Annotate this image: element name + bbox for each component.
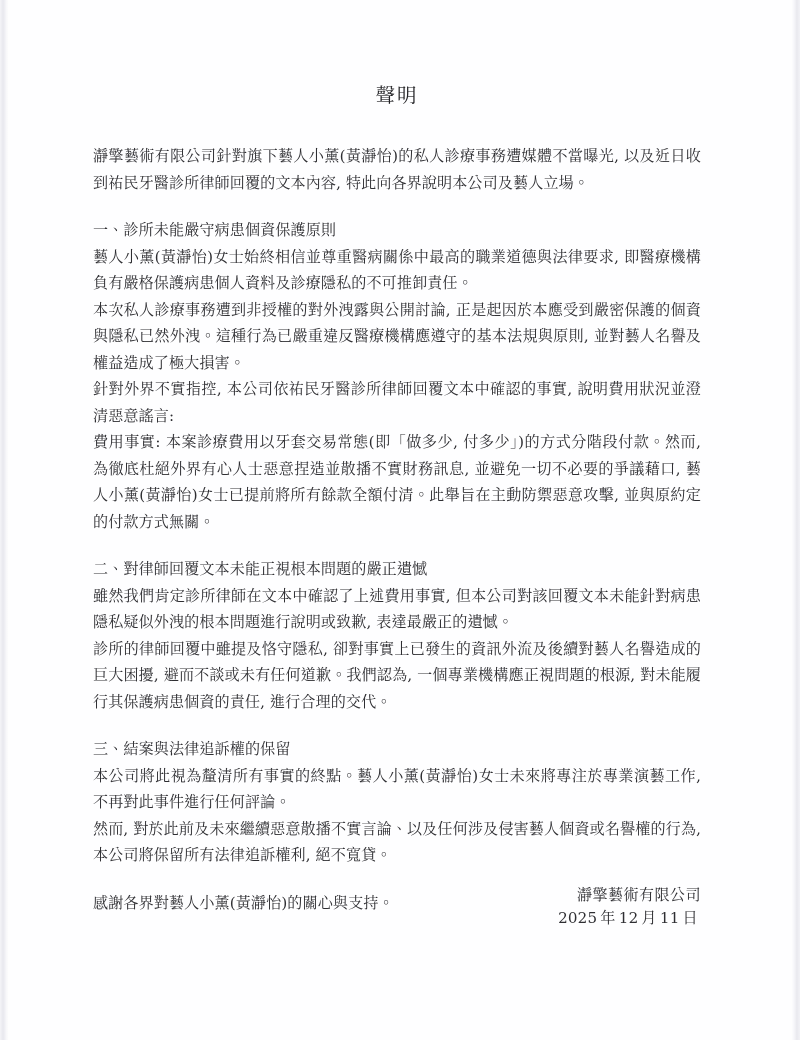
document-body (93, 0, 701, 1040)
signature-date-day-unit: 日 (682, 909, 698, 927)
page-title: 聲明 (375, 84, 419, 107)
section-two (93, 556, 701, 715)
opening-block (93, 143, 701, 196)
closing-paragraph: 感謝各界對藝人小薰(黃瀞怡)的關心與支持。 (93, 893, 394, 912)
section-two-paragraph-2: 診所的律師回覆中雖提及恪守隱私, 卻對事實上已發生的資訊外流及後續對藝人名譽造成的巨大困擾, 避而不談或未有任何道歉。我們認為, 一個專業機構應正視問題的根源, 對未能履行其保護病患個資的責任, 進行合理的交代。 (93, 639, 701, 711)
section-one-paragraph-1: 藝人小薰(黃瀞怡)女士始終相信並尊重醫病關係中最高的職業道德與法律要求, 即醫療機構負有嚴格保護病患個人資料及診療隱私的不可推卸責任。 (93, 247, 701, 293)
section-three-heading: 三、結案與法律追訴權的保留 (93, 740, 291, 759)
section-three (93, 736, 701, 869)
section-two-heading: 二、對律師回覆文本未能正視根本問題的嚴正遺憾 (93, 560, 428, 579)
signature-date-month-unit: 月 (641, 909, 657, 927)
section-three-paragraph-2: 然而, 對於此前及未來繼續惡意散播不實言論、以及任何涉及侵害藝人個資或名譽權的行為, 本公司將保留所有法律追訴權利, 絕不寬貸。 (93, 819, 701, 865)
signature-date-day: 11 (659, 909, 680, 927)
section-two-paragraph-1: 雖然我們肯定診所律師在文本中確認了上述費用事實, 但本公司對該回覆文本未能針對病患隱私疑似外洩的根本問題進行說明或致歉, 表達最嚴正的遺憾。 (93, 586, 701, 632)
signature-date (93, 907, 701, 930)
signature-date-month: 12 (618, 909, 639, 927)
signature-date-year: 2025 (558, 909, 598, 927)
section-one-heading: 一、診所未能嚴守病患個資保護原則 (93, 221, 337, 240)
section-one-paragraph-4: 費用事實: 本案診療費用以牙套交易常態(即「做多少, 付多少」)的方式分階段付款。然而, 為徹底杜絕外界有心人士惡意捏造並散播不實財務訊息, 並避免一切不必要的爭議藉口, 藝人小薰(黃瀞怡)女士已提前將所有餘款全額付清。此舉旨在主動防禦惡意攻擊, 並與原約定的付款方式無關。 (93, 433, 701, 531)
signature-date-year-unit: 年 (600, 909, 616, 927)
signature-block (93, 884, 701, 930)
section-one (93, 217, 701, 535)
opening-paragraph: 瀞擎藝術有限公司針對旗下藝人小薰(黃瀞怡)的私人診療事務遭媒體不當曝光, 以及近日收到祐民牙醫診所律師回覆的文本內容, 特此向各界說明本公司及藝人立場。 (93, 147, 701, 192)
section-three-paragraph-1: 本公司將此視為釐清所有事實的終點。藝人小薰(黃瀞怡)女士未來將專注於專業演藝工作, 不再對此事件進行任何評論。 (93, 766, 701, 812)
page-right-edge-shadow (791, 0, 800, 1040)
section-one-paragraph-3: 針對外界不實指控, 本公司依祐民牙醫診所律師回覆文本中確認的事實, 說明費用狀況並澄清惡意謠言: (93, 380, 701, 425)
section-one-paragraph-2: 本次私人診療事務遭到非授權的對外洩露與公開討論, 正是起因於本應受到嚴密保護的個資與隱私已然外洩。這種行為已嚴重違反醫療機構應遵守的基本法規與原則, 並對藝人名譽及權益造成了極大損害。 (93, 300, 701, 372)
signature-company-name: 瀞擎藝術有限公司 (577, 886, 701, 904)
page-left-edge-shadow (0, 0, 9, 1040)
